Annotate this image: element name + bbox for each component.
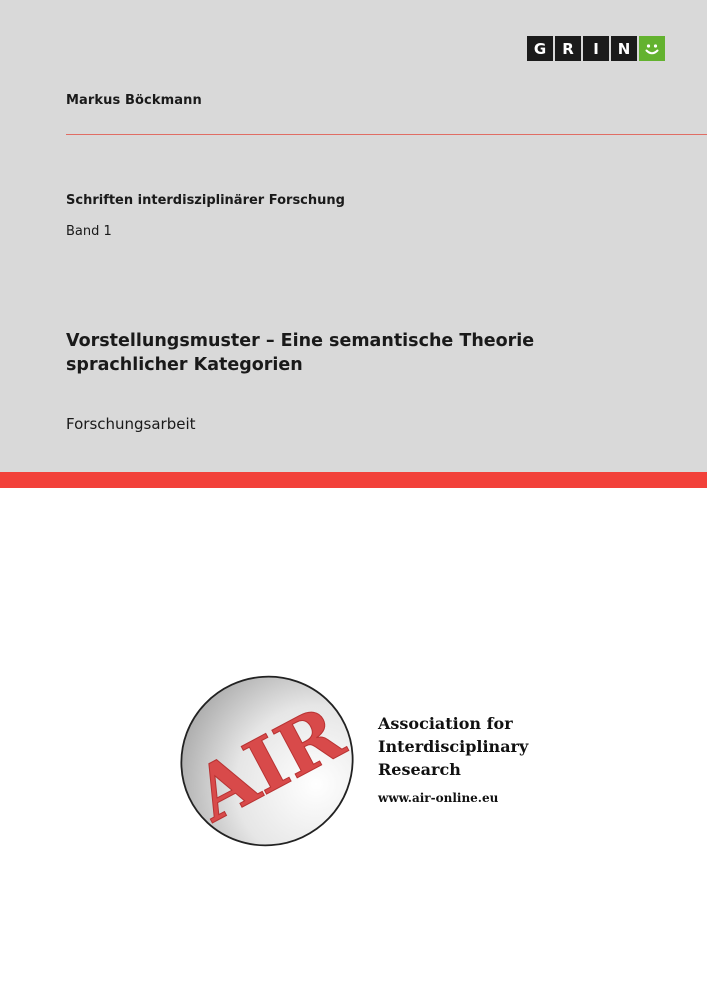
air-website-url: www.air-online.eu [378, 791, 499, 805]
grin-letter-r: R [555, 36, 581, 61]
air-logo-letters: AIR [180, 690, 357, 839]
book-title-line-1: Vorstellungsmuster – Eine semantische Theorie [66, 331, 535, 351]
author-name: Markus Böckmann [66, 93, 202, 108]
air-name-line-1: Association for [378, 714, 513, 733]
book-title-line-2: sprachlicher Kategorien [66, 355, 303, 375]
grin-logo [527, 36, 665, 61]
air-name-line-3: Research [378, 760, 461, 779]
accent-bar [0, 472, 707, 488]
grin-letter-n: N [611, 36, 637, 61]
air-logo-emblem [172, 672, 362, 850]
document-type: Forschungsarbeit [66, 415, 196, 433]
grin-letter-g: G [527, 36, 553, 61]
series-title: Schriften interdisziplinärer Forschung [66, 193, 345, 208]
air-organization-name [378, 712, 528, 781]
book-title [66, 329, 626, 377]
air-name-line-2: Interdisciplinary [378, 737, 529, 756]
divider-line [66, 134, 707, 135]
volume-label: Band 1 [66, 224, 112, 239]
smiley-face-icon [639, 36, 665, 61]
grin-letter-i: I [583, 36, 609, 61]
